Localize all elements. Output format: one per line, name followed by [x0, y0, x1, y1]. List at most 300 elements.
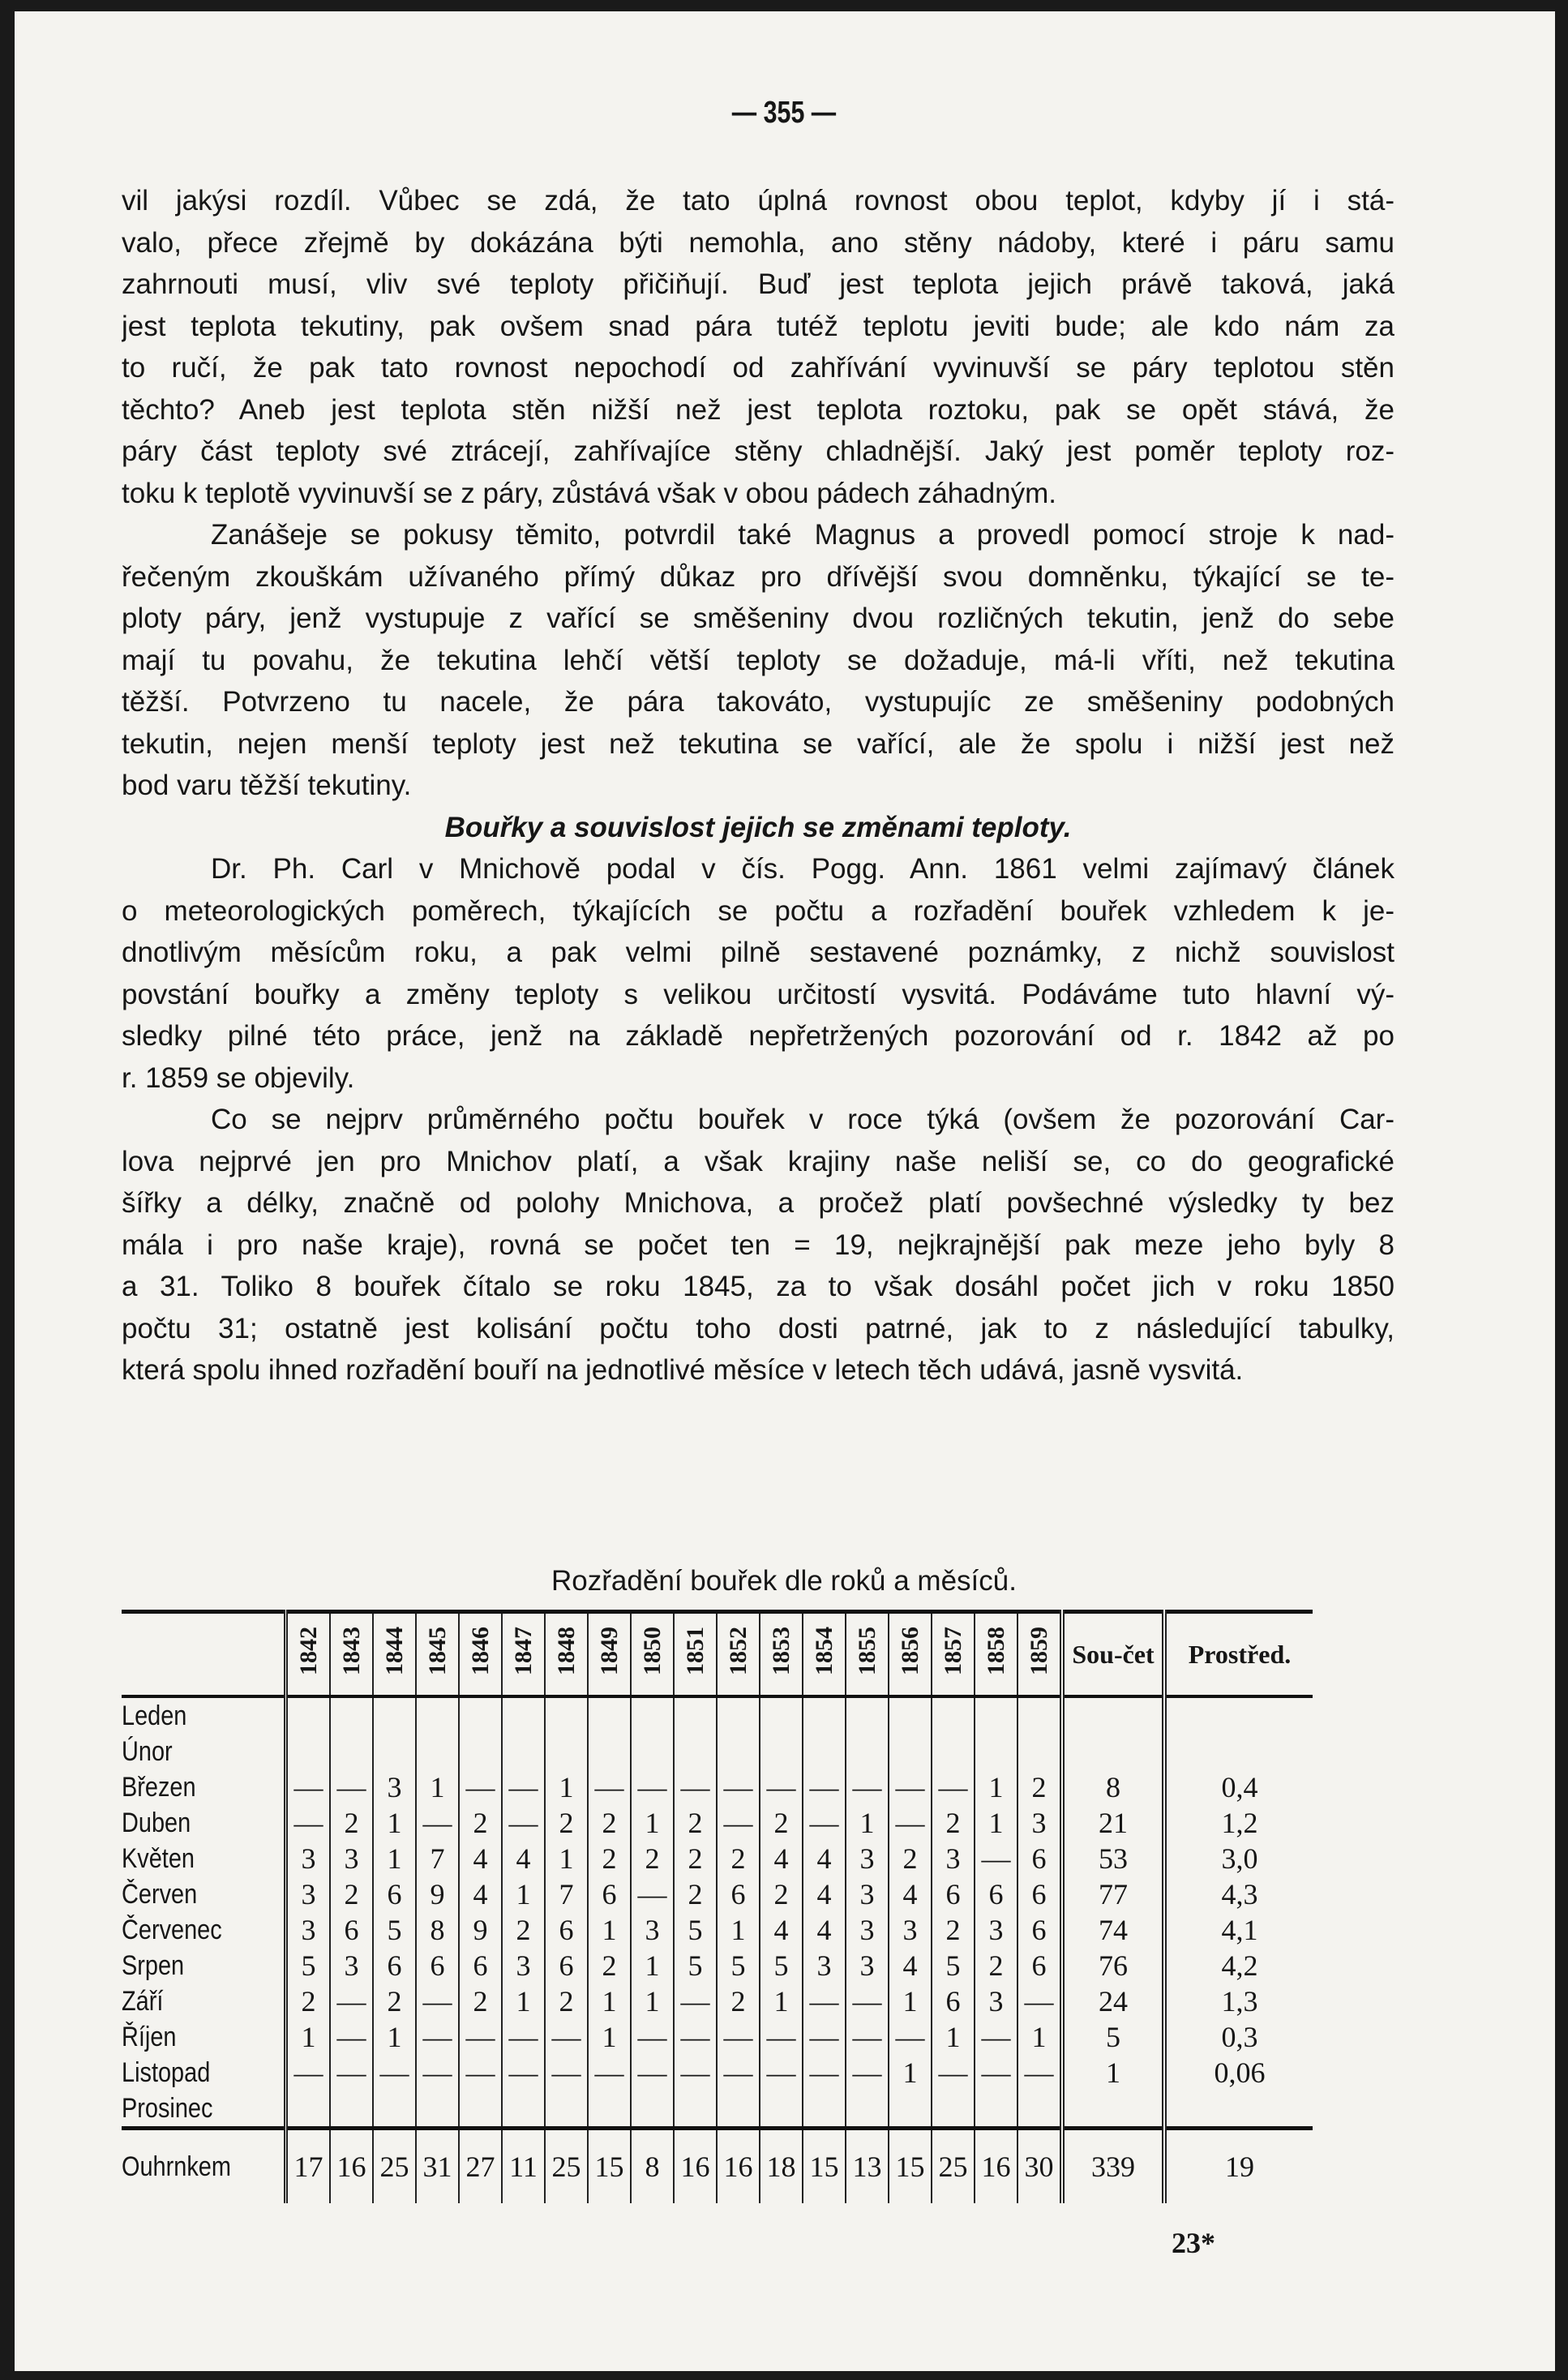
table-cell: —	[1017, 2055, 1062, 2091]
page-number: — 355 —	[731, 96, 837, 130]
table-cell: —	[975, 2055, 1017, 2091]
table-cell	[545, 1734, 588, 1769]
table-cell: —	[803, 2055, 846, 2091]
table-row	[122, 1876, 1313, 1912]
sum-cell: 74	[1062, 1912, 1164, 1948]
table-cell: 25	[932, 2129, 975, 2204]
table-cell: 2	[760, 1876, 803, 1912]
year-header	[416, 1612, 459, 1697]
table-cell: 4	[803, 1841, 846, 1876]
text-line-content: ploty páry, jenž vystupuje z vařící se směšeniny dvou rozličných tekutin, jenž do sebe	[122, 603, 1394, 634]
table-cell	[631, 1734, 674, 1769]
text-line-content: dnotlivým měsícům roku, a pak velmi pilně sestavené poznámky, z nichž souvislost	[122, 937, 1394, 968]
text-line-content: páry část teploty své ztrácejí, zahřívajíce stěny chladnější. Jaký jest poměr teploty roz-	[122, 435, 1394, 467]
table-cell: 3	[330, 1948, 373, 1983]
year-label: 1842	[294, 1626, 322, 1675]
table-cell: 16	[975, 2129, 1017, 2204]
table-cell: 27	[459, 2129, 502, 2204]
table-cell: 9	[459, 1912, 502, 1948]
text-line	[122, 723, 1394, 765]
section-heading	[122, 807, 1394, 849]
table-row	[122, 1769, 1313, 1805]
year-header	[502, 1612, 545, 1697]
table-cell: 6	[373, 1876, 416, 1912]
text-line-content: bod varu těžší tekutiny.	[122, 770, 412, 801]
avg-cell: 1,3	[1164, 1983, 1313, 2019]
table-cell: —	[717, 1769, 760, 1805]
table-row	[122, 2019, 1313, 2055]
table-cell: —	[889, 2019, 932, 2055]
table-cell: —	[631, 1769, 674, 1805]
sum-cell: 53	[1062, 1841, 1164, 1876]
table-cell	[932, 1734, 975, 1769]
table-cell: 25	[373, 2129, 416, 2204]
text-line-content: jest teplota tekutiny, pak ovšem snad pára tutéž teplotu jeviti bude; ale kdo nám za	[122, 310, 1394, 342]
text-line-content: šířky a délky, značně od polohy Mnichova, a pročež platí povšechné výsledky ty bez	[122, 1187, 1394, 1219]
table-cell: —	[373, 2055, 416, 2091]
table-cell: —	[286, 1805, 331, 1841]
table-cell: 3	[846, 1912, 889, 1948]
table-cell: 1	[502, 1876, 545, 1912]
text-line-content: Bouřky a souvislost jejich se změnami teploty.	[444, 811, 1072, 843]
text-line-content: r. 1859 se objevily.	[122, 1061, 355, 1094]
table-cell: —	[674, 2055, 717, 2091]
text-line	[122, 1308, 1394, 1350]
table-cell: 2	[674, 1805, 717, 1841]
table-cell: 5	[674, 1948, 717, 1983]
text-line	[122, 431, 1394, 473]
year-label: 1857	[939, 1626, 966, 1675]
table-cell: 1	[631, 1983, 674, 2019]
table-cell: —	[286, 2055, 331, 2091]
table-cell: —	[803, 2019, 846, 2055]
table-cell: —	[1017, 1983, 1062, 2019]
table-cell: —	[932, 1769, 975, 1805]
table-cell: 3	[502, 1948, 545, 1983]
text-line-content: povstání bouřky a změny teploty s velikou určitostí vysvitá. Podáváme tuto hlavní vý-	[122, 978, 1394, 1010]
table-cell: 3	[286, 1876, 331, 1912]
table-cell: —	[502, 1805, 545, 1841]
table-cell: —	[502, 2055, 545, 2091]
table-cell	[459, 1734, 502, 1769]
table-cell: —	[846, 1769, 889, 1805]
table-cell: 3	[975, 1983, 1017, 2019]
table-cell	[502, 1734, 545, 1769]
table-cell: 1	[975, 1805, 1017, 1841]
table-cell: 1	[373, 2019, 416, 2055]
table-cell	[459, 1696, 502, 1734]
table-cell: 4	[459, 1876, 502, 1912]
text-line-content: mají tu povahu, že tekutina lehčí větší teploty se dožaduje, má-li vříti, než tekutina	[122, 644, 1394, 676]
table-cell: —	[846, 2055, 889, 2091]
text-line	[122, 1349, 1394, 1392]
table-cell	[330, 2091, 373, 2129]
table-cell: 16	[717, 2129, 760, 2204]
month-label: Květen	[122, 1842, 195, 1874]
table-cell: 3	[330, 1841, 373, 1876]
year-label: 1846	[466, 1626, 494, 1675]
table-cell: 1	[545, 1769, 588, 1805]
month-label: Červenec	[122, 1914, 222, 1945]
table-cell: —	[760, 2055, 803, 2091]
year-label: 1855	[853, 1626, 880, 1675]
year-label: 1845	[423, 1626, 451, 1675]
table-cell	[889, 1696, 932, 1734]
table-cell: 2	[975, 1948, 1017, 1983]
text-line	[122, 1057, 1394, 1100]
table-cell	[803, 1696, 846, 1734]
text-line	[122, 556, 1394, 598]
text-line	[122, 1141, 1394, 1183]
table-cell: —	[286, 1769, 331, 1805]
table-cell	[459, 2091, 502, 2129]
year-label: 1847	[509, 1626, 537, 1675]
table-cell	[889, 2091, 932, 2129]
table-cell: —	[330, 1769, 373, 1805]
table-cell: 3	[1017, 1805, 1062, 1841]
table-cell	[545, 2091, 588, 2129]
table-cell: —	[889, 1769, 932, 1805]
table-cell: 2	[889, 1841, 932, 1876]
table-cell	[373, 1734, 416, 1769]
table-cell: 18	[760, 2129, 803, 2204]
table-cell: 3	[932, 1841, 975, 1876]
table-cell	[760, 1734, 803, 1769]
table-cell: —	[631, 2019, 674, 2055]
year-header	[889, 1612, 932, 1697]
text-line-content: Dr. Ph. Carl v Mnichově podal v čís. Pogg. Ann. 1861 velmi zajímavý článek	[211, 853, 1394, 885]
table-cell: 3	[803, 1948, 846, 1983]
table-cell: 2	[760, 1805, 803, 1841]
text-line-content: mála i pro naše kraje), rovná se počet ten = 19, nejkrajnější pak meze jeho byly 8	[122, 1229, 1394, 1261]
table-cell: 17	[286, 2129, 331, 2204]
table-cell	[588, 2091, 631, 2129]
table-cell: 1	[1017, 2019, 1062, 2055]
table-cell	[717, 1696, 760, 1734]
year-header	[674, 1612, 717, 1697]
year-label: 1852	[724, 1626, 752, 1675]
text-line-content: to ručí, že pak tato rovnost nepochodí od zahřívání vyvinuvší se páry teplotou stěn	[122, 352, 1394, 384]
table-cell: 6	[1017, 1876, 1062, 1912]
year-header	[932, 1612, 975, 1697]
text-line-content: Co se nejprv průměrného počtu bouřek v roce týká (ovšem že pozorování Car-	[211, 1104, 1394, 1135]
table-cell: 2	[330, 1805, 373, 1841]
text-line-content: těchto? Aneb jest teplota stěn nižší než jest teplota roztoku, pak se opět stává, že	[122, 393, 1394, 426]
text-line-content: lova nejprvé jen pro Mnichov platí, a však krajiny naše neliší se, co do geografické	[122, 1145, 1394, 1177]
table-cell: 6	[1017, 1912, 1062, 1948]
table-cell: 6	[1017, 1948, 1062, 1983]
text-line	[122, 932, 1394, 974]
table-cell: 2	[330, 1876, 373, 1912]
text-line	[122, 765, 1394, 807]
table-cell: 3	[631, 1912, 674, 1948]
table-row	[122, 1912, 1313, 1948]
text-line-content: počtu 31; ostatně jest kolisání počtu toho dosti patrné, jak to z následující tabulky,	[122, 1312, 1394, 1344]
table-cell: 5	[717, 1948, 760, 1983]
text-line-content: toku k teplotě vyvinuvší se z páry, zůstává však v obou pádech záhadným.	[122, 477, 1057, 509]
month-label: Březen	[122, 1771, 196, 1803]
table-cell: 2	[545, 1805, 588, 1841]
table-cell	[373, 2091, 416, 2129]
sum-cell: 77	[1062, 1876, 1164, 1912]
table-cell: 2	[588, 1805, 631, 1841]
table-cell: 1	[502, 1983, 545, 2019]
avg-header: Prostřed.	[1164, 1612, 1313, 1697]
table-cell: —	[330, 2019, 373, 2055]
avg-cell	[1164, 1696, 1313, 1734]
text-line-content: a 31. Toliko 8 bouřek čítalo se roku 1845, za to však dosáhl počet jich v roku 1850	[122, 1271, 1394, 1302]
month-label: Ouhrnkem	[122, 2129, 261, 2204]
table-cell: 6	[373, 1948, 416, 1983]
table-cell: 1	[760, 1983, 803, 2019]
table-cell: —	[588, 2055, 631, 2091]
table-cell: 1	[889, 1983, 932, 2019]
year-header	[760, 1612, 803, 1697]
year-label: 1856	[896, 1626, 923, 1675]
table-cell: 2	[373, 1983, 416, 2019]
table-cell: —	[545, 2019, 588, 2055]
year-header	[717, 1612, 760, 1697]
year-header	[545, 1612, 588, 1697]
table-cell: 9	[416, 1876, 459, 1912]
table-cell: 1	[631, 1805, 674, 1841]
table-cell: 5	[760, 1948, 803, 1983]
table-cell: 15	[588, 2129, 631, 2204]
avg-cell: 0,06	[1164, 2055, 1313, 2091]
avg-cell	[1164, 1734, 1313, 1769]
table-cell: 1	[373, 1805, 416, 1841]
table-cell: 6	[588, 1876, 631, 1912]
table-cell: 1	[588, 1912, 631, 1948]
table-cell	[1017, 1696, 1062, 1734]
table-cell: —	[803, 1769, 846, 1805]
table-cell: 2	[502, 1912, 545, 1948]
year-label: 1859	[1025, 1626, 1052, 1675]
table-row	[122, 1696, 1313, 1734]
table-cell: —	[502, 2019, 545, 2055]
table-cell: 2	[631, 1841, 674, 1876]
table-cell	[760, 2091, 803, 2129]
table-cell	[588, 1734, 631, 1769]
table-cell	[1017, 2091, 1062, 2129]
table-cell: —	[459, 2055, 502, 2091]
table-cell: 2	[1017, 1769, 1062, 1805]
table-cell: 6	[545, 1948, 588, 1983]
text-line-content: řečeným zkouškám užívaného přímý důkaz pro dřívější svou domněnku, týkající se te-	[122, 560, 1394, 593]
table-cell: 7	[416, 1841, 459, 1876]
month-label: Duben	[122, 1807, 191, 1838]
text-line	[122, 974, 1394, 1016]
table-cell: 13	[846, 2129, 889, 2204]
year-header	[459, 1612, 502, 1697]
table-cell: 2	[932, 1912, 975, 1948]
year-header	[588, 1612, 631, 1697]
table-cell: 3	[373, 1769, 416, 1805]
year-label: 1848	[552, 1626, 580, 1675]
sum-cell: 21	[1062, 1805, 1164, 1841]
table-cell: 1	[373, 1841, 416, 1876]
table-cell: 2	[459, 1805, 502, 1841]
table-cell: —	[760, 1769, 803, 1805]
sum-cell	[1062, 1734, 1164, 1769]
avg-cell: 0,4	[1164, 1769, 1313, 1805]
table-cell: 3	[846, 1876, 889, 1912]
body-text	[122, 180, 1394, 1392]
table-cell	[373, 1696, 416, 1734]
table-cell: 3	[286, 1912, 331, 1948]
table-cell	[717, 2091, 760, 2129]
table-cell	[502, 1696, 545, 1734]
table-row	[122, 2055, 1313, 2091]
table-cell	[330, 1734, 373, 1769]
month-label: Listopad	[122, 2056, 211, 2088]
table-cell: —	[975, 1841, 1017, 1876]
table-cell: —	[717, 2019, 760, 2055]
table-cell: —	[631, 1876, 674, 1912]
table-cell: —	[803, 1805, 846, 1841]
table-cell: 7	[545, 1876, 588, 1912]
table-cell: 5	[674, 1912, 717, 1948]
table-cell	[286, 1734, 331, 1769]
text-line	[122, 681, 1394, 723]
table-cell: —	[932, 2055, 975, 2091]
sum-cell	[1062, 2091, 1164, 2129]
avg-cell: 3,0	[1164, 1841, 1313, 1876]
year-label: 1858	[982, 1626, 1009, 1675]
table-cell: 6	[330, 1912, 373, 1948]
year-label: 1854	[810, 1626, 838, 1675]
table-cell: —	[674, 1983, 717, 2019]
table-cell	[975, 2091, 1017, 2129]
table-cell: 5	[932, 1948, 975, 1983]
table-cell	[674, 1734, 717, 1769]
year-header	[373, 1612, 416, 1697]
table-cell: 2	[545, 1983, 588, 2019]
table-cell	[846, 1734, 889, 1769]
table-cell: 4	[760, 1841, 803, 1876]
table-cell: 6	[932, 1876, 975, 1912]
table-cell	[286, 1696, 331, 1734]
table-cell	[674, 1696, 717, 1734]
table-cell: —	[717, 1805, 760, 1841]
table-cell	[932, 1696, 975, 1734]
table-cell: —	[416, 2055, 459, 2091]
text-line	[122, 306, 1394, 348]
month-label: Červen	[122, 1878, 198, 1910]
table-cell: 2	[286, 1983, 331, 2019]
table-row	[122, 2091, 1313, 2129]
table-cell	[631, 2091, 674, 2129]
text-line-content: těžší. Potvrzeno tu nacele, že pára takováto, vystupujíc ze směšeniny podobných	[122, 686, 1394, 718]
table-cell	[545, 1696, 588, 1734]
year-label: 1851	[681, 1626, 709, 1675]
table-cell: —	[330, 1983, 373, 2019]
storm-table	[122, 1610, 1313, 2203]
year-header	[286, 1612, 331, 1697]
table-cell: 31	[416, 2129, 459, 2204]
sum-cell: 24	[1062, 1983, 1164, 2019]
sum-cell: 8	[1062, 1769, 1164, 1805]
avg-cell: 4,1	[1164, 1912, 1313, 1948]
text-line	[122, 1015, 1394, 1057]
table-cell: 8	[416, 1912, 459, 1948]
table-row	[122, 1734, 1313, 1769]
table-cell: 2	[932, 1805, 975, 1841]
table-cell: 3	[846, 1841, 889, 1876]
table-cell	[717, 1734, 760, 1769]
table-cell: —	[674, 1769, 717, 1805]
sum-cell	[1062, 1696, 1164, 1734]
table-cell: 1	[846, 1805, 889, 1841]
sum-cell: 5	[1062, 2019, 1164, 2055]
month-label: Září	[122, 1985, 164, 2017]
month-label: Prosinec	[122, 2092, 213, 2124]
text-line	[122, 1099, 1394, 1141]
year-label: 1849	[595, 1626, 623, 1675]
text-line	[122, 848, 1394, 890]
table-cell	[975, 1734, 1017, 1769]
text-line	[122, 598, 1394, 640]
avg-cell: 1,2	[1164, 1805, 1313, 1841]
table-cell: 4	[803, 1912, 846, 1948]
month-label: Srpen	[122, 1949, 185, 1981]
table-cell: 2	[674, 1876, 717, 1912]
table-cell: —	[588, 1769, 631, 1805]
text-line	[122, 222, 1394, 264]
table-cell: 1	[588, 2019, 631, 2055]
table-cell	[330, 1696, 373, 1734]
table-cell: 15	[889, 2129, 932, 2204]
table-cell: 4	[502, 1841, 545, 1876]
year-header	[631, 1612, 674, 1697]
table-cell: —	[631, 2055, 674, 2091]
table-cell: 1	[975, 1769, 1017, 1805]
table-cell: 3	[846, 1948, 889, 1983]
text-line-content: sledky pilné této práce, jenž na základě nepřetržených pozorování od r. 1842 až po	[122, 1020, 1394, 1052]
text-line-content: tekutin, nejen menší teploty jest než tekutina se vařící, ale že spolu i nižší jest než	[122, 727, 1394, 760]
table-cell: —	[889, 1805, 932, 1841]
text-line-content: o meteorologických poměrech, týkajících se počtu a rozřadění bouřek vzhledem k je-	[122, 894, 1394, 927]
year-header	[846, 1612, 889, 1697]
month-header	[122, 1612, 286, 1697]
text-line	[122, 640, 1394, 682]
text-line	[122, 264, 1394, 306]
table-row	[122, 1983, 1313, 2019]
table-cell: 6	[1017, 1841, 1062, 1876]
avg-cell: 19	[1164, 2129, 1313, 2204]
table-cell: —	[717, 2055, 760, 2091]
table-cell: —	[416, 1983, 459, 2019]
table-cell: —	[416, 1805, 459, 1841]
table-cell: 4	[889, 1876, 932, 1912]
table-cell: 15	[803, 2129, 846, 2204]
table-cell: 8	[631, 2129, 674, 2204]
month-label: Říjen	[122, 2021, 177, 2052]
table-cell: —	[846, 1983, 889, 2019]
table-cell: 2	[717, 1983, 760, 2019]
table-cell	[674, 2091, 717, 2129]
table-cell	[1017, 1734, 1062, 1769]
year-label: 1853	[767, 1626, 795, 1675]
table-cell: 1	[286, 2019, 331, 2055]
text-line	[122, 180, 1394, 222]
table-cell: 1	[889, 2055, 932, 2091]
year-header	[330, 1612, 373, 1697]
table-cell: 3	[286, 1841, 331, 1876]
text-line	[122, 389, 1394, 431]
year-header	[1017, 1612, 1062, 1697]
table-row	[122, 1841, 1313, 1876]
